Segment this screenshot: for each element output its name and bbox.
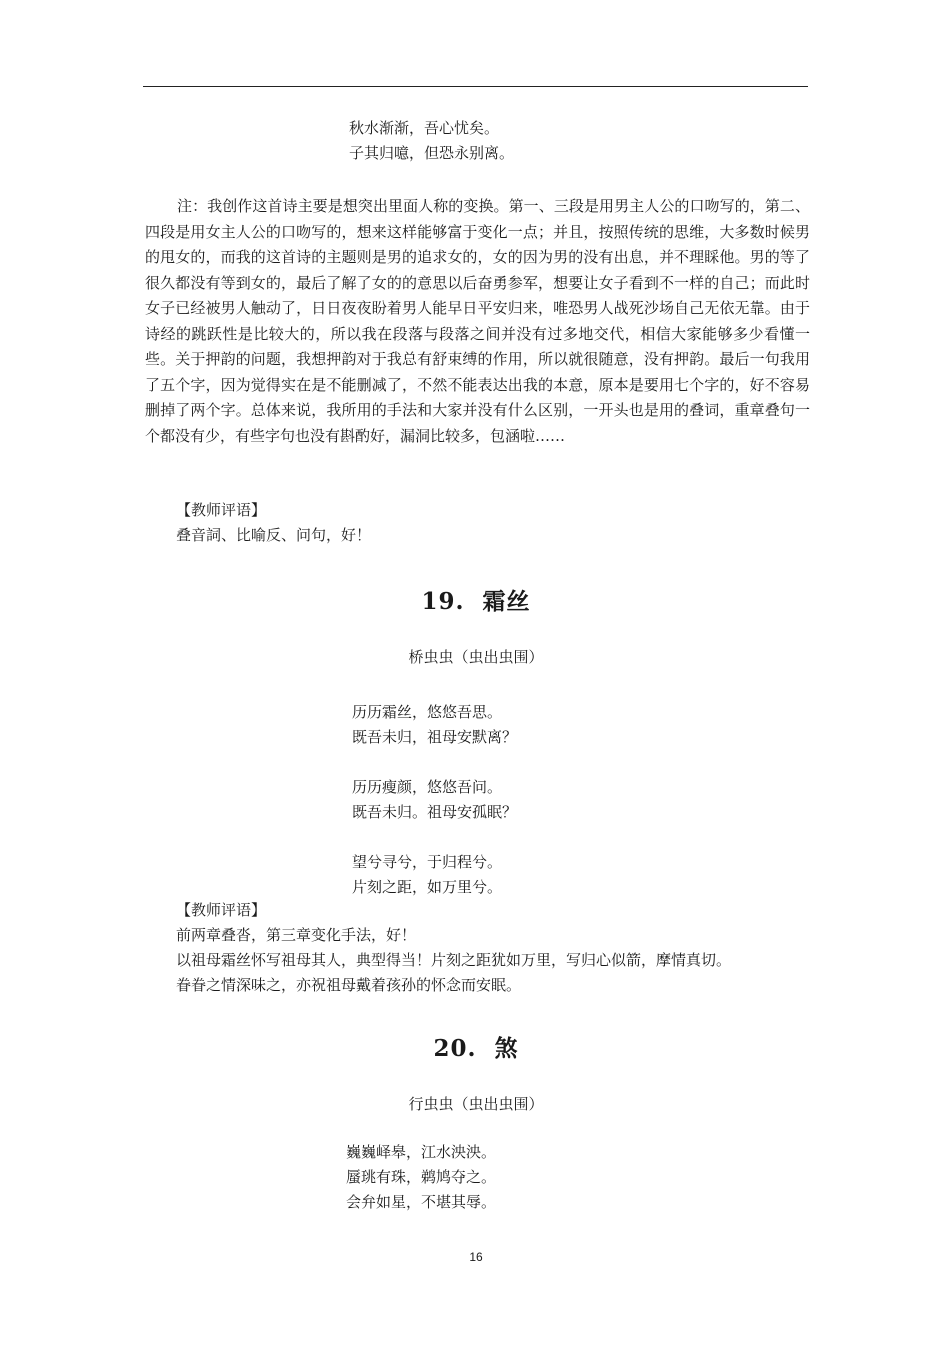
poem-line: 望兮寻兮，于归程兮。 — [352, 853, 503, 871]
section-20-author: 行虫虫（虫出虫围） — [408, 1095, 544, 1113]
section-19-poem — [352, 700, 517, 900]
section-19-author: 桥虫虫（虫出虫围） — [408, 648, 544, 666]
poem-line: 巍巍峄皋，江水泱泱。 — [346, 1143, 497, 1161]
poem-line: 既吾未归。祖母安孤眠？ — [352, 803, 518, 821]
poem-line: 既吾未归，祖母安默离？ — [352, 728, 518, 746]
section-number: 20. — [433, 1035, 477, 1062]
section-title: 煞 — [494, 1035, 519, 1062]
poem-line: 片刻之距，如万里兮。 — [352, 878, 503, 896]
comment-heading: 【教师评语】 — [176, 901, 267, 919]
poem-line: 历历瘦颜，悠悠吾问。 — [352, 778, 503, 796]
header-rule — [143, 86, 808, 87]
section-20-poem — [346, 1140, 496, 1215]
poem-line: 会弁如星，不堪其辱。 — [346, 1193, 497, 1211]
teacher-comment-1 — [176, 498, 371, 548]
top-poem — [349, 116, 514, 166]
comment-line: 叠音詞、比喻反、问句，好！ — [176, 526, 372, 544]
poem-line: 蜃珧有珠，鹈鸠夺之。 — [346, 1168, 497, 1186]
teacher-comment-2 — [176, 898, 731, 998]
section-number: 19. — [421, 588, 465, 615]
page-number: 16 — [469, 1250, 483, 1264]
comment-line: 前两章叠沓，第三章变化手法，好！ — [176, 926, 417, 944]
section-19-title — [0, 583, 952, 616]
comment-line: 以祖母霜丝怀写祖母其人，典型得当！片刻之距犹如万里，写归心似箭，摩情真切。 — [176, 951, 732, 969]
section-20-title — [0, 1030, 952, 1063]
section-title: 霜丝 — [482, 588, 531, 615]
comment-heading: 【教师评语】 — [176, 501, 267, 519]
comment-line: 眷眷之情深味之，亦祝祖母戴着孩孙的怀念而安眠。 — [176, 976, 522, 994]
author-note: 注：我创作这首诗主要是想突出里面人称的变换。第一、三段是用男主人公的口吻写的，第二、四段是用女主人公的口吻写的，想来这样能够富于变化一点；并且，按照传统的思维，大多数时候男的甩女的，而我的这首诗的主题则是男的追求女的，女的因为男的没有出息，并不理睬他。男的等了很久都没有等到女的，最后了解了女的的意思以后奋勇参军，想要让女子看到不一样的自己；而此时女子已经被男人触动了，日日夜夜盼着男人能早日平安归来，唯恐男人战死沙场自己无依无靠。由于诗经的跳跃性是比较大的，所以我在段落与段落之间并没有过多地交代，相信大家能够多少看懂一些。关于押韵的问题，我想押韵对于我总有舒束缚的作用，所以就很随意，没有押韵。最后一句我用了五个字，因为觉得实在是不能删减了，不然不能表达出我的本意，原本是要用七个字的，好不容易删掉了两个字。总体来说，我所用的手法和大家并没有什么区别，一开头也是用的叠词，重章叠句一个都没有少，有些字句也没有斟酌好，漏洞比较多，包涵啦…… — [145, 197, 810, 445]
poem-line: 历历霜丝，悠悠吾思。 — [352, 703, 503, 721]
poem-line: 秋水渐渐，吾心忧矣。 — [349, 119, 500, 137]
poem-line: 子其归噫，但恐永别离。 — [349, 144, 515, 162]
